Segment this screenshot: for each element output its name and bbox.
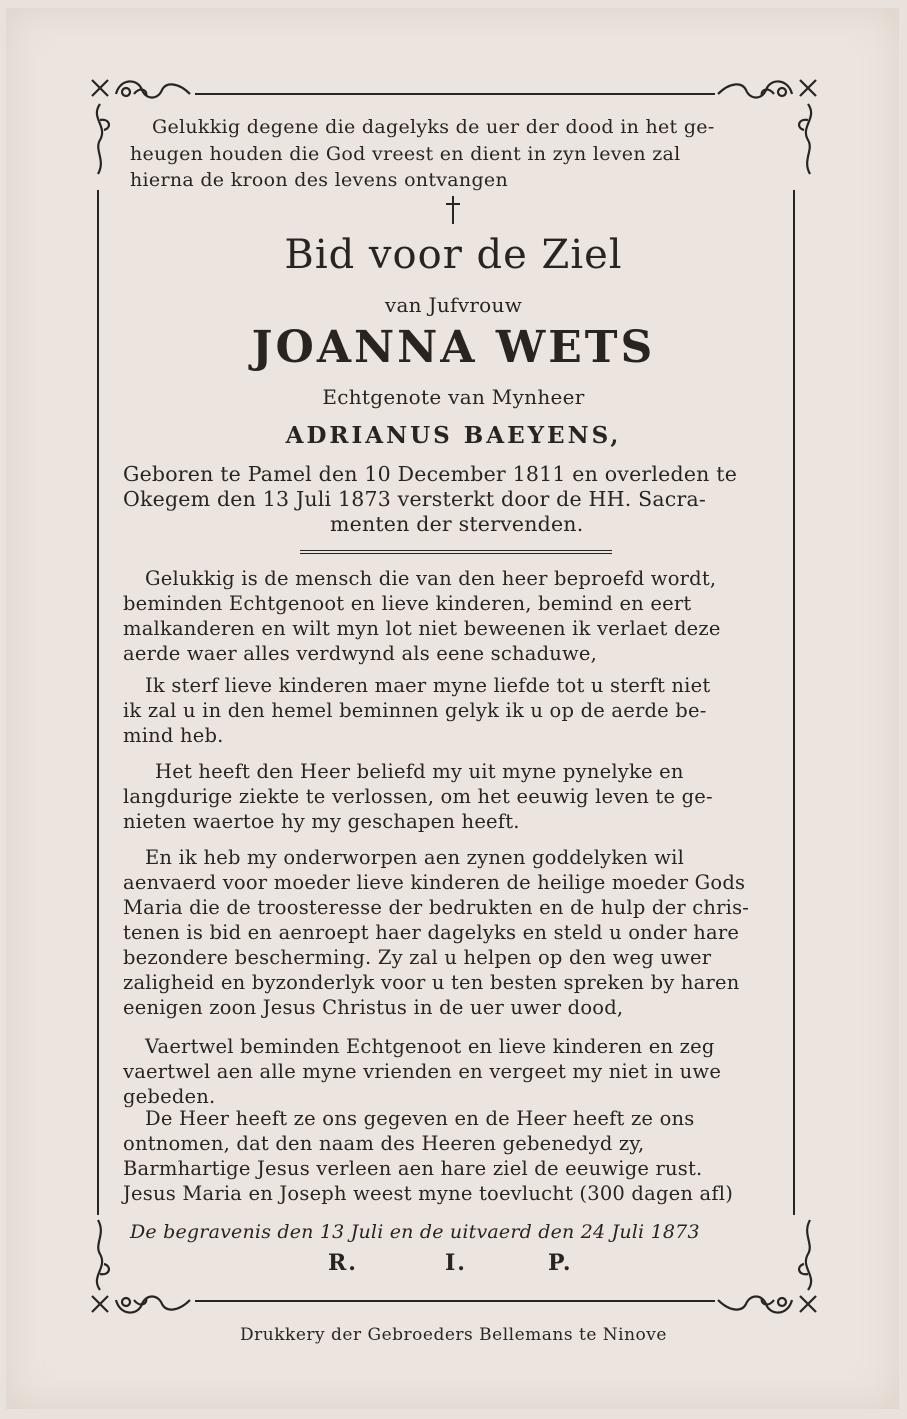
- paragraph-4-line: Maria die de troosteresse der bedrukten en de hulp der chris-: [123, 896, 750, 919]
- separator-line: [300, 550, 612, 551]
- printer-credit: Drukkery der Gebroeders Bellemans te Ninove: [240, 1325, 667, 1345]
- title-subline: van Jufvrouw: [384, 293, 523, 317]
- cross-icon: [444, 194, 462, 226]
- rip-letter: R.: [328, 1250, 358, 1276]
- paragraph-5-line: vaertwel aen alle myne vrienden en vergeet my niet in uwe: [123, 1060, 722, 1083]
- paragraph-4-line: En ik heb my onderworpen aen zynen goddelyken wil: [145, 846, 685, 869]
- frame-bottom-border: [195, 1300, 715, 1302]
- paragraph-5-line: Barmhartige Jesus verleen aen hare ziel de eeuwige rust.: [123, 1157, 703, 1180]
- verse-line-1: Gelukkig degene die dagelyks de uer der dood in het ge-: [152, 116, 715, 138]
- paragraph-2-line: mind heb.: [123, 724, 224, 747]
- paragraph-5-line: Jesus Maria en Joseph weest myne toevlucht (300 dagen afl): [123, 1182, 734, 1205]
- paragraph-1-line: aerde waer alles verdwynd als eene schaduwe,: [123, 642, 598, 665]
- birth-line-2: Okegem den 13 Juli 1873 versterkt door de HH. Sacra-: [123, 487, 707, 511]
- page-title: Bid voor de Ziel: [284, 232, 623, 278]
- paragraph-5-line: gebeden.: [123, 1085, 216, 1108]
- husband-name: ADRIANUS BAEYENS,: [285, 422, 622, 449]
- deceased-name: JOANNA WETS: [251, 322, 656, 373]
- paragraph-1-line: malkanderen en wilt myn lot niet beweenen ik verlaet deze: [123, 617, 721, 640]
- paragraph-4-line: aenvaerd voor moeder lieve kinderen de heilige moeder Gods: [123, 871, 746, 894]
- birth-line-3: menten der stervenden.: [330, 512, 584, 536]
- rip-letter: P.: [548, 1250, 573, 1276]
- paragraph-5-line: De Heer heeft ze ons gegeven en de Heer heeft ze ons: [145, 1107, 695, 1130]
- paragraph-1-line: beminden Echtgenoot en lieve kinderen, bemind en eert: [123, 592, 692, 615]
- paragraph-2-line: Ik sterf lieve kinderen maer myne liefde tot u sterft niet: [145, 674, 711, 697]
- paragraph-3-line: nieten waertoe hy my geschapen heeft.: [123, 810, 520, 833]
- paragraph-4-line: bezondere bescherming. Zy zal u helpen op den weg uwer: [123, 946, 712, 969]
- frame-top-border: [195, 93, 715, 95]
- paragraph-4-line: eenigen zoon Jesus Christus in de uer uwer dood,: [123, 996, 624, 1019]
- spouse-label: Echtgenote van Mynheer: [322, 385, 585, 409]
- verse-line-2: heugen houden die God vreest en dient in zyn leven zal: [130, 143, 681, 165]
- funeral-dates: De begravenis den 13 Juli en de uitvaerd den 24 Juli 1873: [130, 1221, 700, 1243]
- ornament-top-right-icon: [710, 70, 822, 180]
- ornament-bottom-right-icon: [710, 1212, 822, 1322]
- rip-letter: I.: [445, 1250, 467, 1276]
- verse-line-3: hierna de kroon des levens ontvangen: [130, 169, 509, 191]
- paragraph-5-line: ontnomen, dat den naam des Heeren gebenedyd zy,: [123, 1132, 645, 1155]
- birth-line-1: Geboren te Pamel den 10 December 1811 en overleden te: [123, 462, 738, 486]
- paragraph-2-line: ik zal u in den hemel beminnen gelyk ik u op de aerde be-: [123, 699, 707, 722]
- separator-line: [300, 553, 612, 554]
- paragraph-3-line: langdurige ziekte te verlossen, om het eeuwig leven te ge-: [123, 785, 713, 808]
- paragraph-4-line: tenen is bid en aenroept haer dagelyks en steld u onder hare: [123, 921, 740, 944]
- paragraph-1-line: Gelukkig is de mensch die van den heer beproefd wordt,: [145, 567, 717, 590]
- paragraph-5-line: Vaertwel beminden Echtgenoot en lieve kinderen en zeg: [145, 1035, 715, 1058]
- paragraph-4-line: zaligheid en byzonderlyk voor u ten besten spreken by haren: [123, 971, 740, 994]
- paragraph-3-line: Het heeft den Heer beliefd my uit myne pynelyke en: [155, 760, 684, 783]
